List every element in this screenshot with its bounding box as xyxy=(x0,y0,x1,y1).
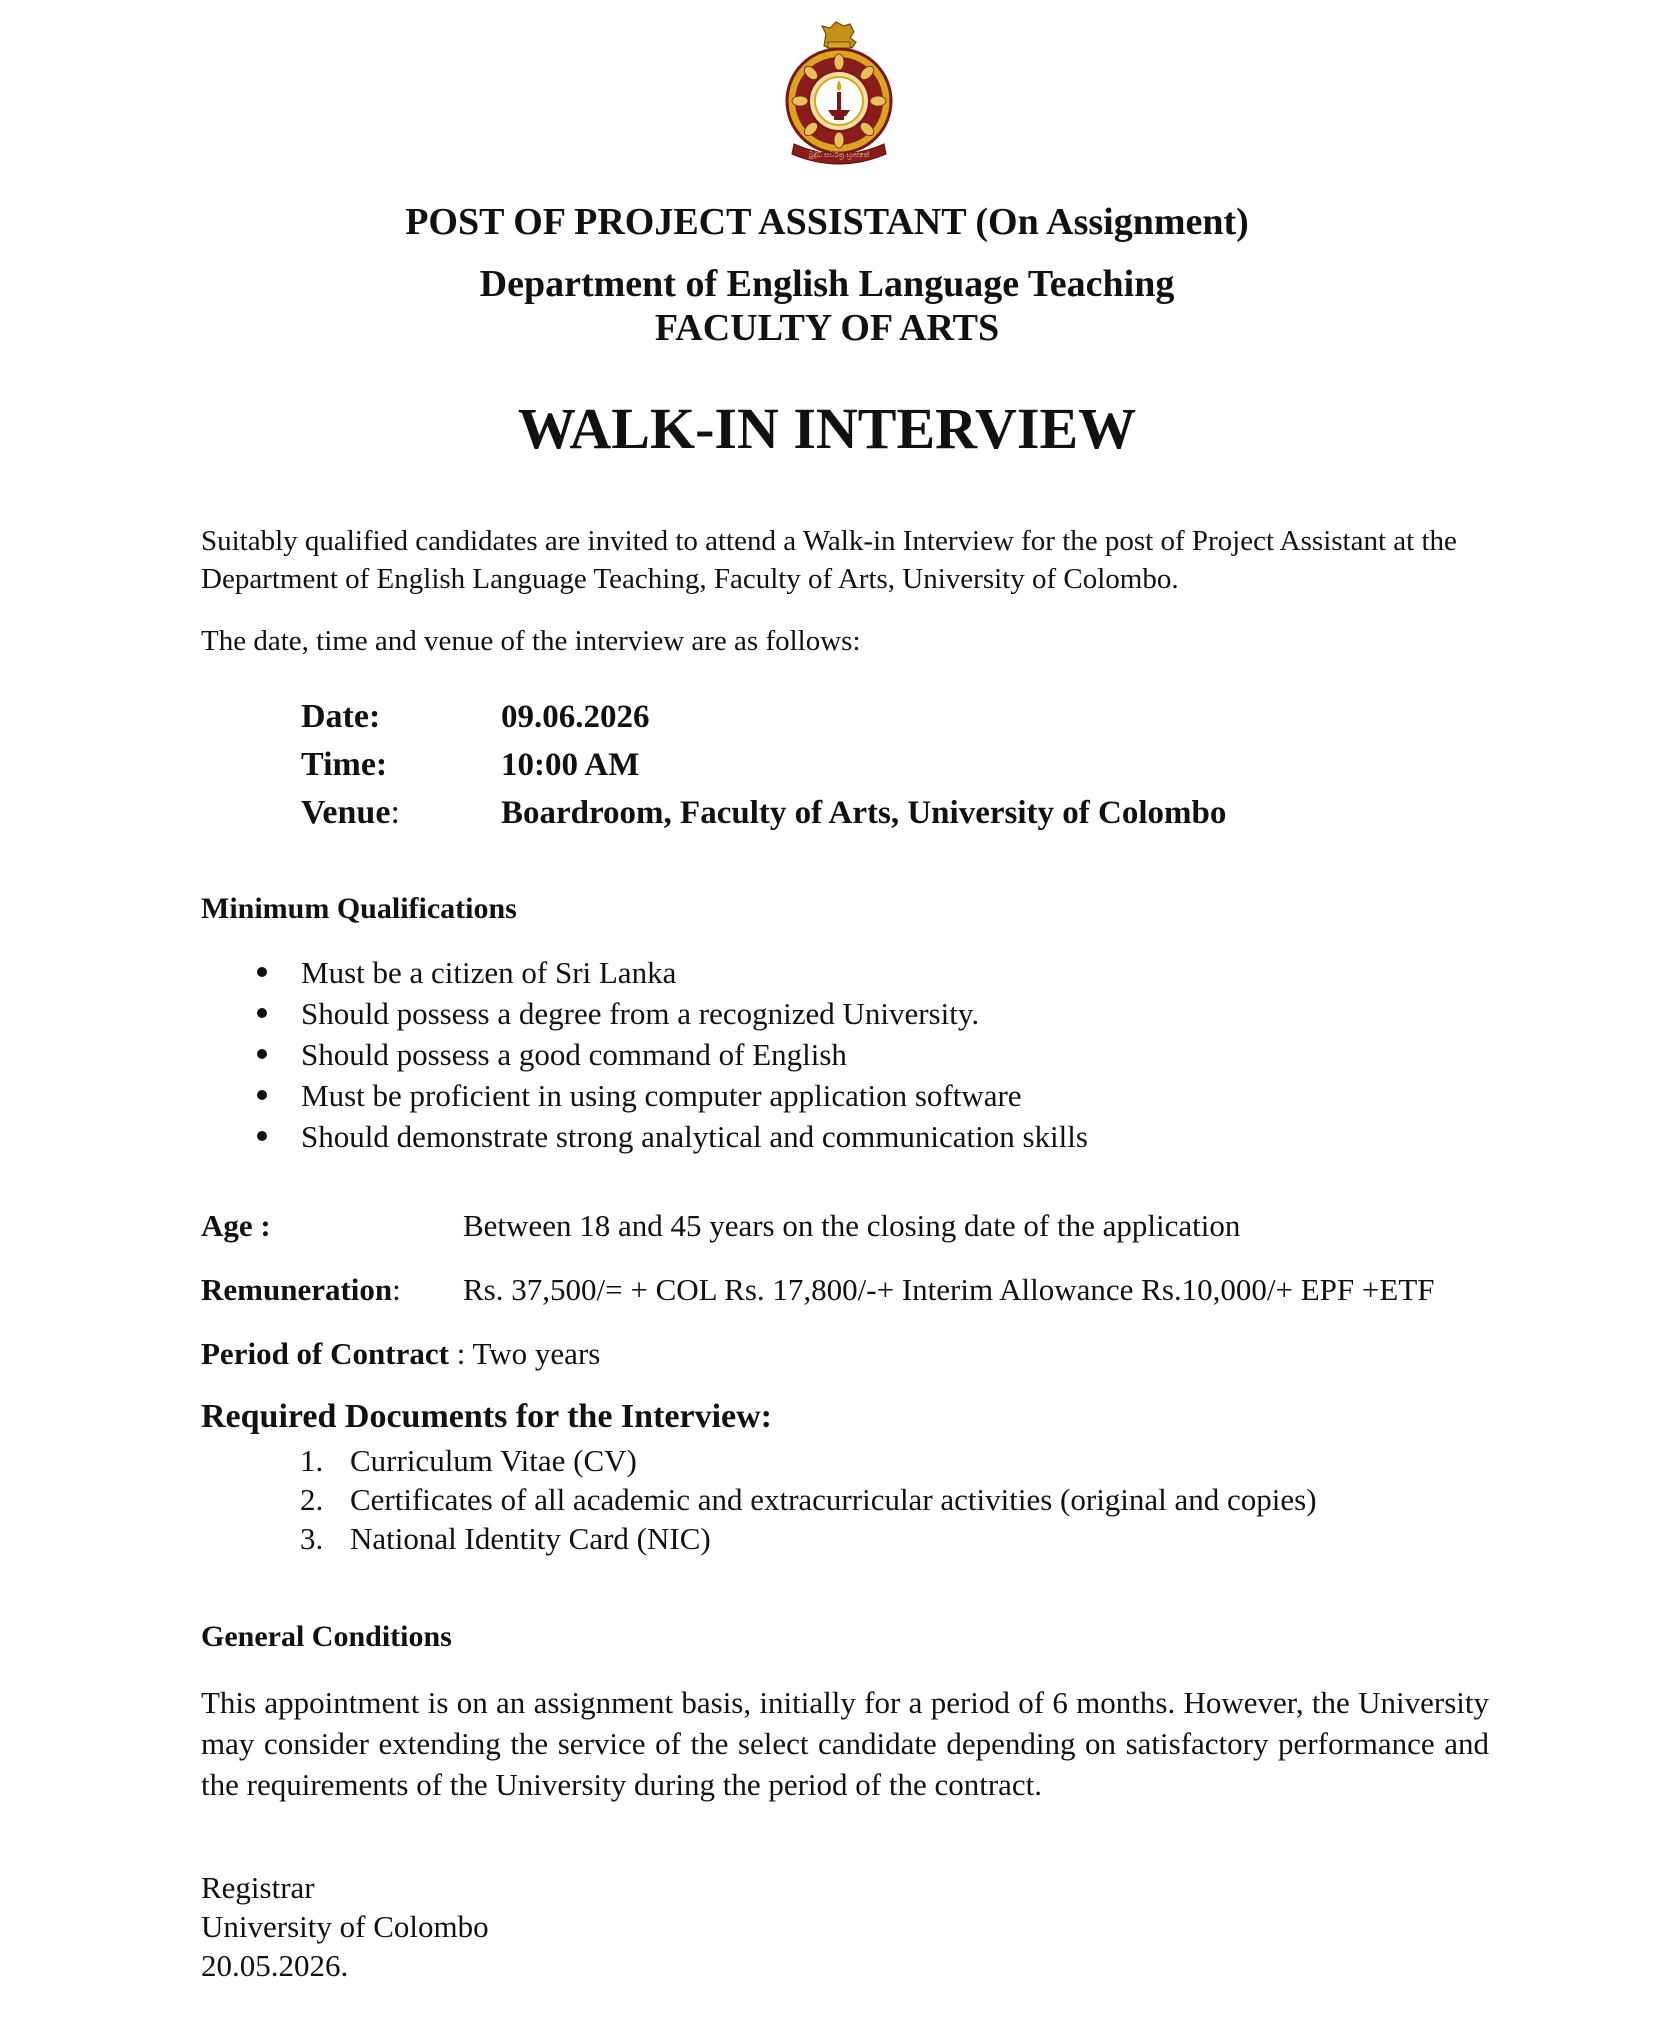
list-item xyxy=(300,1441,1317,1480)
list-item xyxy=(250,1034,1088,1075)
list-item-text: Certificates of all academic and extracurricular activities (original and copies) xyxy=(350,1482,1317,1517)
required-documents-heading: Required Documents for the Interview: xyxy=(201,1398,772,1435)
contract-colon: : xyxy=(456,1336,466,1371)
list-item-text: National Identity Card (NIC) xyxy=(350,1521,711,1556)
remuneration-colon: : xyxy=(392,1272,401,1307)
list-item-text: Curriculum Vitae (CV) xyxy=(350,1443,637,1478)
contract-label: Period of Contract xyxy=(201,1336,449,1371)
list-item xyxy=(250,1116,1088,1157)
post-title: POST OF PROJECT ASSISTANT (On Assignment) xyxy=(405,201,1249,243)
signatory-institution: University of Colombo xyxy=(201,1909,489,1944)
list-item xyxy=(300,1519,1317,1558)
remuneration-label xyxy=(201,1272,401,1308)
time-value: 10:00 AM xyxy=(501,747,640,783)
university-crest-logo xyxy=(764,16,914,166)
list-item-text: Should possess a degree from a recognized University. xyxy=(301,996,980,1031)
bullet-icon xyxy=(257,1131,267,1141)
lion-emblem xyxy=(822,22,856,50)
venue-label xyxy=(301,794,400,832)
remuneration-label-text: Remuneration xyxy=(201,1272,393,1307)
venue-colon: : xyxy=(390,794,400,831)
list-item xyxy=(250,952,1088,993)
list-item-number: 3. xyxy=(300,1521,324,1556)
list-item-number: 1. xyxy=(300,1443,324,1478)
bullet-icon xyxy=(257,1049,267,1059)
list-item xyxy=(250,1075,1088,1116)
bullet-icon xyxy=(257,1090,267,1100)
list-item-text: Should possess a good command of English xyxy=(301,1037,847,1072)
time-label: Time: xyxy=(301,746,388,783)
signatory-title: Registrar xyxy=(201,1870,315,1905)
list-item xyxy=(300,1480,1317,1519)
list-item-text: Must be proficient in using computer application software xyxy=(301,1078,1022,1113)
bullet-icon xyxy=(257,1008,267,1018)
general-conditions-heading: General Conditions xyxy=(201,1620,452,1653)
intro-paragraph: Suitably qualified candidates are invited to attend a Walk-in Interview for the post of Project Assistant at the Department of English Language Teaching, Faculty of Arts, University of Colombo. xyxy=(201,525,1457,595)
crest-motto: බුද්ධි සර්වත්‍ර භ්‍රාජතේ xyxy=(808,151,870,159)
venue-value: Boardroom, Faculty of Arts, University of Colombo xyxy=(501,795,1227,831)
contract-value: Two years xyxy=(472,1336,601,1371)
documents-list xyxy=(300,1441,1317,1558)
signature-date: 20.05.2026. xyxy=(201,1948,349,1983)
general-conditions-paragraph: This appointment is on an assignment basis, initially for a period of 6 months. However, the University may consider extending the service of the select candidate depending on satisfactory performance and the requirements of the University during the period of the contract. xyxy=(201,1685,1489,1802)
age-value: Between 18 and 45 years on the closing date of the application xyxy=(463,1208,1241,1243)
list-item xyxy=(250,993,1088,1034)
schedule-lead-text: The date, time and venue of the interview are as follows: xyxy=(201,625,861,657)
qualifications-list xyxy=(250,952,1088,1157)
qualifications-heading: Minimum Qualifications xyxy=(201,892,517,925)
contract-period xyxy=(201,1336,600,1372)
walk-in-interview-heading: WALK-IN INTERVIEW xyxy=(517,396,1137,461)
date-label: Date: xyxy=(301,698,381,735)
list-item-number: 2. xyxy=(300,1482,324,1517)
date-value: 09.06.2026 xyxy=(501,699,650,735)
list-item-text: Must be a citizen of Sri Lanka xyxy=(301,955,677,990)
venue-label-text: Venue xyxy=(301,794,391,831)
list-item-text: Should demonstrate strong analytical and communication skills xyxy=(301,1119,1088,1154)
age-label: Age : xyxy=(201,1208,271,1243)
bullet-icon xyxy=(257,967,267,977)
remuneration-value: Rs. 37,500/= + COL Rs. 17,800/-+ Interim Allowance Rs.10,000/+ EPF +ETF xyxy=(463,1272,1435,1307)
faculty-name: FACULTY OF ARTS xyxy=(654,307,1000,349)
department-name: Department of English Language Teaching xyxy=(479,263,1175,305)
